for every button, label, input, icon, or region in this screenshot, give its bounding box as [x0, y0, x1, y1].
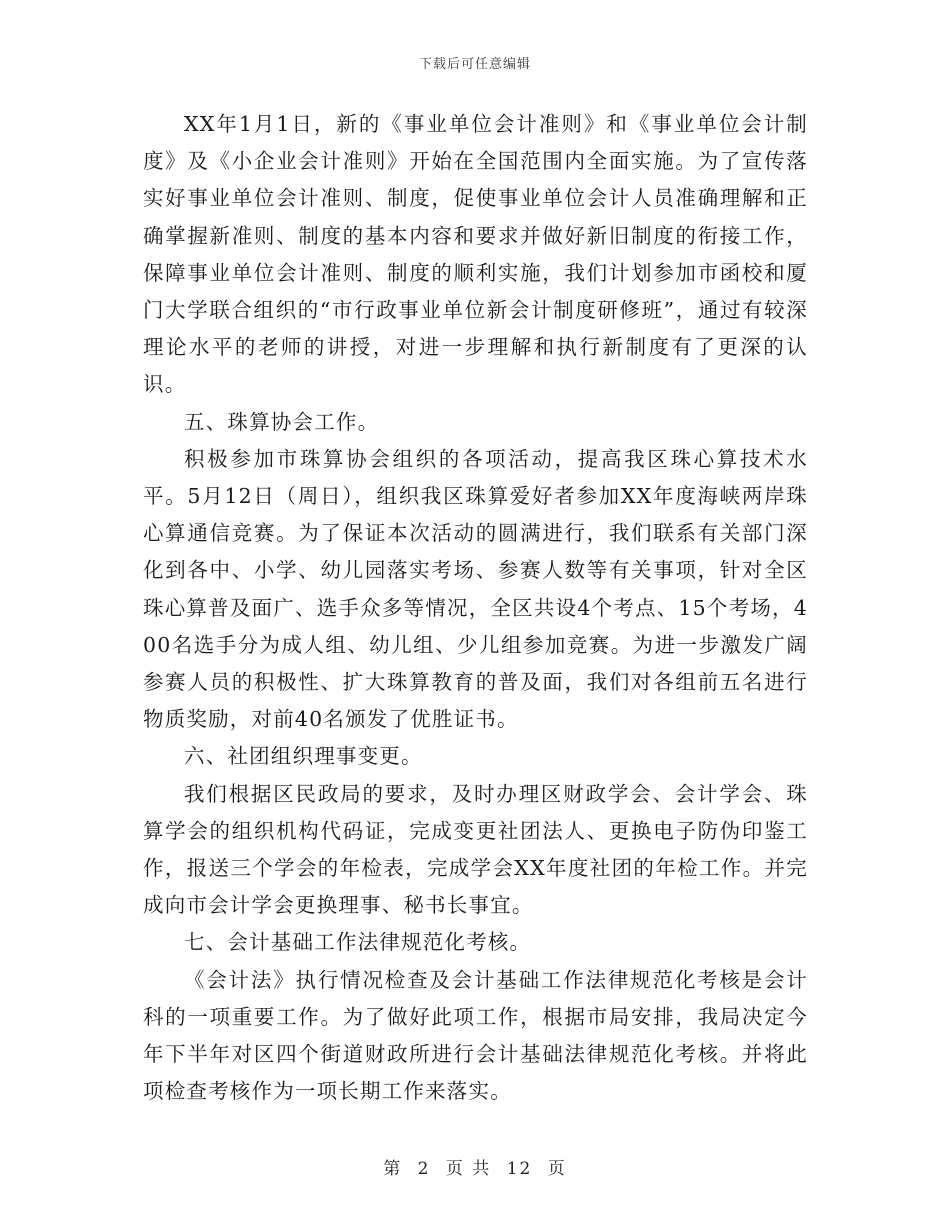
document-body	[143, 106, 808, 1110]
paragraph-accounting-standards: XX年1月1日，新的《事业单位会计准则》和《事业单位会计制度》及《小企业会计准则》开始在全国范围内全面实施。为了宣传落实好事业单位会计准则、制度，促使事业单位会计人员准确理解和正确掌握新准则、制度的基本内容和要求并做好新旧制度的衔接工作，保障事业单位会计准则、制度的顺利实施，我们计划参加市函校和厦门大学联合组织的“市行政事业单位新会计制度研修班”，通过有较深理论水平的老师的讲授，对进一步理解和执行新制度有了更深的认识。	[143, 112, 808, 397]
page-footer	[0, 1154, 950, 1179]
page-suffix: 页	[547, 1159, 567, 1179]
page-total-number: 12	[506, 1159, 533, 1179]
page-header-note: 下载后可任意编辑	[418, 57, 531, 72]
section-heading-society-council: 六、社团组织理事变更。	[184, 744, 423, 769]
page-prefix: 第	[383, 1159, 403, 1179]
paragraph-society-council: 我们根据区民政局的要求，及时办理区财政学会、会计学会、珠算学会的组织机构代码证，完成变更社团法人、更换电子防伪印鉴工作，报送三个学会的年检表，完成学会XX年度社团的年检工作。并完成向市会计学会更换理事、秘书长事宜。	[143, 781, 808, 918]
page-current-number: 2	[417, 1159, 431, 1179]
section-heading-abacus-association: 五、珠算协会工作。	[184, 409, 380, 434]
paragraph-accounting-assessment: 《会计法》执行情况检查及会计基础工作法律规范化考核是会计科的一项重要工作。为了做好此项工作，根据市局安排，我局决定今年下半年对区四个街道财政所进行会计基础法律规范化考核。并将此项检查考核作为一项长期工作来落实。	[143, 967, 808, 1104]
section-heading-accounting-assessment: 七、会计基础工作法律规范化考核。	[184, 930, 532, 955]
paragraph-abacus-activities: 积极参加市珠算协会组织的各项活动，提高我区珠心算技术水平。5月12日（周日），组织我区珠算爱好者参加XX年度海峡两岸珠心算通信竞赛。为了保证本次活动的圆满进行，我们联系有关部门深化到各中、小学、幼儿园落实考场、参赛人数等有关事项，针对全区珠心算普及面广、选手众多等情况，全区共设4个考点、15个考场，400名选手分为成人组、幼儿组、少儿组参加竞赛。为进一步激发广阔参赛人员的积极性、扩大珠算教育的普及面，我们对各组前五名进行物质奖励，对前40名颁发了优胜证书。	[143, 446, 808, 732]
page-mid: 页 共	[445, 1159, 492, 1179]
